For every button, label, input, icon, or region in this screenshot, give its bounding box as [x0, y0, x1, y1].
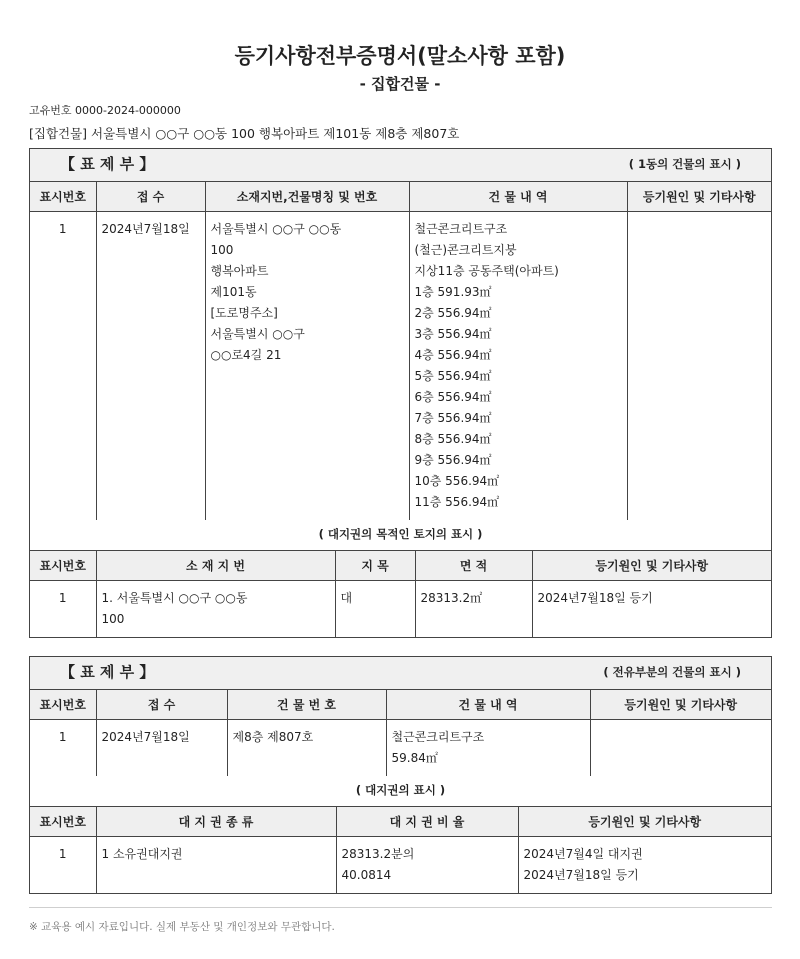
cell-no: 1 — [30, 211, 96, 520]
header-no: 표시번호 — [30, 689, 96, 719]
header-no: 표시번호 — [30, 551, 96, 581]
cell-date: 2024년7월18일 — [96, 719, 227, 776]
header-right-ratio: 대 지 권 비 율 — [336, 807, 518, 837]
header-location: 소 재 지 번 — [96, 551, 335, 581]
cell-cause: 2024년7월4일 대지권 2024년7월18일 등기 — [518, 837, 771, 894]
document-subtitle: - 집합건물 - — [359, 75, 441, 93]
land-right-table — [30, 776, 771, 894]
header-details: 건 물 내 역 — [386, 689, 590, 719]
header-area: 면 적 — [415, 551, 532, 581]
cell-cause: 2024년7월18일 등기 — [532, 581, 771, 638]
cell-unit: 제8층 제807호 — [227, 719, 386, 776]
table-header-row — [30, 689, 771, 719]
header-location: 소재지번,건물명칭 및 번호 — [205, 181, 409, 211]
land-table — [30, 520, 771, 638]
unit-table — [30, 657, 771, 776]
building-address: [집합건물] 서울특별시 ○○구 ○○동 100 행복아파트 제101동 제8층 제807호 — [29, 126, 460, 141]
section-unit-title — [29, 656, 772, 894]
header-cause: 등기원인 및 기타사항 — [590, 689, 771, 719]
cell-right-type: 1 소유권대지권 — [96, 837, 336, 894]
header-cause: 등기원인 및 기타사항 — [627, 181, 771, 211]
banner-subtitle: ( 전유부분의 건물의 표시 ) — [603, 665, 741, 680]
cell-details: 철근콘크리트구조 (철근)콘크리트지붕 지상11층 공동주택(아파트) 1층 591.93㎡ 2층 556.94㎡ 3층 556.94㎡ 4층 556.94㎡ 5층 556.94㎡ 6층 556.94㎡ 7층 556.94㎡ 8층 556.94㎡ 9층 556.94㎡ 10층 556.94㎡ 11층 556.94㎡ — [409, 211, 627, 520]
land-banner: ( 대지권의 목적인 토지의 표시 ) — [30, 520, 771, 551]
cell-date: 2024년7월18일 — [96, 211, 205, 520]
table-header-row — [30, 807, 771, 837]
cell-location: 1. 서울특별시 ○○구 ○○동 100 — [96, 581, 335, 638]
header-category: 지 목 — [335, 551, 415, 581]
cell-right-ratio: 28313.2분의 40.0814 — [336, 837, 518, 894]
cell-location: 서울특별시 ○○구 ○○동 100 행복아파트 제101동 [도로명주소] 서울특별시 ○○구 ○○로4길 21 — [205, 211, 409, 520]
cell-category: 대 — [335, 581, 415, 638]
table-header-row — [30, 181, 771, 211]
cell-no: 1 — [30, 719, 96, 776]
cell-area: 28313.2㎡ — [415, 581, 532, 638]
header-receipt: 접 수 — [96, 689, 227, 719]
land-banner-row — [30, 520, 771, 551]
building-table — [30, 149, 771, 520]
header-cause: 등기원인 및 기타사항 — [518, 807, 771, 837]
document-title: 등기사항전부증명서(말소사항 포함) — [234, 44, 566, 68]
section-building-title — [29, 148, 772, 638]
land-right-banner: ( 대지권의 표시 ) — [30, 776, 771, 807]
header-right-type: 대 지 권 종 류 — [96, 807, 336, 837]
cell-cause — [590, 719, 771, 776]
table-row — [30, 719, 771, 776]
banner-title: 【 표 제 부 】 — [60, 663, 155, 682]
table-row — [30, 581, 771, 638]
header-unit: 건 물 번 호 — [227, 689, 386, 719]
footer-note: ※ 교육용 예시 자료입니다. 실제 부동산 및 개인정보와 무관합니다. — [29, 921, 335, 933]
cell-cause — [627, 211, 771, 520]
cell-no: 1 — [30, 581, 96, 638]
header-no: 표시번호 — [30, 181, 96, 211]
header-cause: 등기원인 및 기타사항 — [532, 551, 771, 581]
cell-details: 철근콘크리트구조 59.84㎡ — [386, 719, 590, 776]
table-row — [30, 211, 771, 520]
land-right-banner-row — [30, 776, 771, 807]
unique-number: 고유번호 0000-2024-000000 — [29, 104, 181, 117]
footer-divider — [29, 907, 772, 908]
banner-subtitle: ( 1동의 건물의 표시 ) — [628, 157, 741, 172]
table-row — [30, 837, 771, 894]
section-banner — [30, 149, 771, 181]
banner-title: 【 표 제 부 】 — [60, 155, 155, 174]
section-banner — [30, 657, 771, 689]
cell-no: 1 — [30, 837, 96, 894]
table-header-row — [30, 551, 771, 581]
header-details: 건 물 내 역 — [409, 181, 627, 211]
header-no: 표시번호 — [30, 807, 96, 837]
header-receipt: 접 수 — [96, 181, 205, 211]
